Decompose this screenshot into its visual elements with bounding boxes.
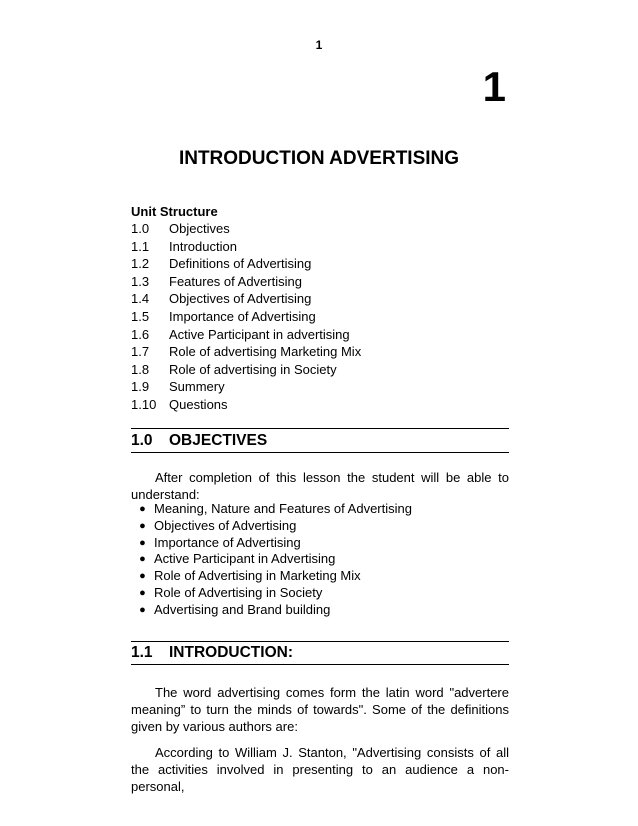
list-item-text: Meaning, Nature and Features of Advertising [154,501,412,516]
list-item-text: Role of Advertising in Society [154,584,323,600]
toc-item-number: 1.10 [131,396,157,412]
toc-item-label: Active Participant in advertising [169,326,350,342]
objectives-intro: After completion of this lesson the student will be able to understand: [131,470,509,502]
bullet-icon: ● [139,553,146,566]
toc-item [131,378,509,396]
toc-item-number: 1.5 [131,308,150,324]
list-item-text: Objectives of Advertising [154,517,297,533]
section-number: 1.0 [131,431,153,449]
toc-item-label: Features of Advertising [169,273,302,289]
toc-item-number: 1.4 [131,291,150,307]
list-item [131,602,509,619]
list-item-text: Active Participant in Advertising [154,551,336,567]
toc-item [131,290,509,308]
toc-item-number: 1.6 [131,326,150,342]
chapter-title: INTRODUCTION ADVERTISING [178,148,460,169]
toc-item [131,396,509,414]
list-item-text: Advertising and Brand building [154,601,331,617]
introduction-paragraph-2: According to William J. Stanton, "Advertising consists of all the activities involved in presenting to an audience a non-personal, [131,745,509,794]
toc-item-number: 1.7 [131,344,150,360]
toc-item-label: Questions [169,396,228,412]
bullet-icon: ● [139,503,146,515]
list-item [131,585,509,602]
toc-item [131,361,509,379]
toc-item-label: Introduction [169,238,237,254]
page-number: 1 [315,38,323,52]
unit-structure [131,203,509,414]
chapter-number: 1 [482,63,506,110]
toc-item [131,238,509,256]
toc-item-number: 1.1 [131,238,150,254]
bullet-icon: ● [139,586,146,599]
toc-item-number: 1.0 [131,221,150,236]
list-item-text: Role of Advertising in Marketing Mix [154,568,361,584]
toc-item-label: Role of advertising Marketing Mix [169,344,362,360]
list-item [131,551,509,568]
bullet-icon: ● [139,603,146,616]
toc-item-number: 1.8 [131,361,150,377]
toc-item [131,220,509,238]
toc-item-label: Importance of Advertising [169,308,316,324]
section-title: INTRODUCTION: [169,644,293,661]
toc-item-label: Objectives [169,221,230,236]
toc-item-number: 1.3 [131,273,150,289]
toc-item-label: Definitions of Advertising [169,256,312,272]
toc-item-label: Summery [169,379,225,395]
bullet-icon: ● [139,536,146,549]
list-item [131,501,509,518]
unit-structure-heading: Unit Structure [131,204,218,219]
toc-item [131,308,509,326]
list-item [131,518,509,535]
section-heading-objectives [131,428,509,453]
toc-item [131,326,509,344]
toc-item-label: Objectives of Advertising [169,291,312,307]
list-item [131,568,509,585]
toc-item [131,255,509,273]
objectives-list [131,501,509,619]
list-item [131,535,509,552]
list-item-text: Importance of Advertising [154,534,301,550]
bullet-icon: ● [139,519,146,532]
toc-item [131,273,509,291]
section-number: 1.1 [131,644,153,661]
bullet-icon: ● [139,570,146,583]
introduction-paragraph-1: The word advertising comes form the latin word "advertere meaning” to turn the minds of towards". Some of the definitions given by various authors are: [131,685,509,734]
section-heading-introduction [131,641,509,665]
section-title: OBJECTIVES [169,431,268,449]
toc-item-number: 1.2 [131,256,150,272]
toc-item-label: Role of advertising in Society [169,361,337,377]
toc-item-number: 1.9 [131,379,150,395]
toc-item [131,343,509,361]
